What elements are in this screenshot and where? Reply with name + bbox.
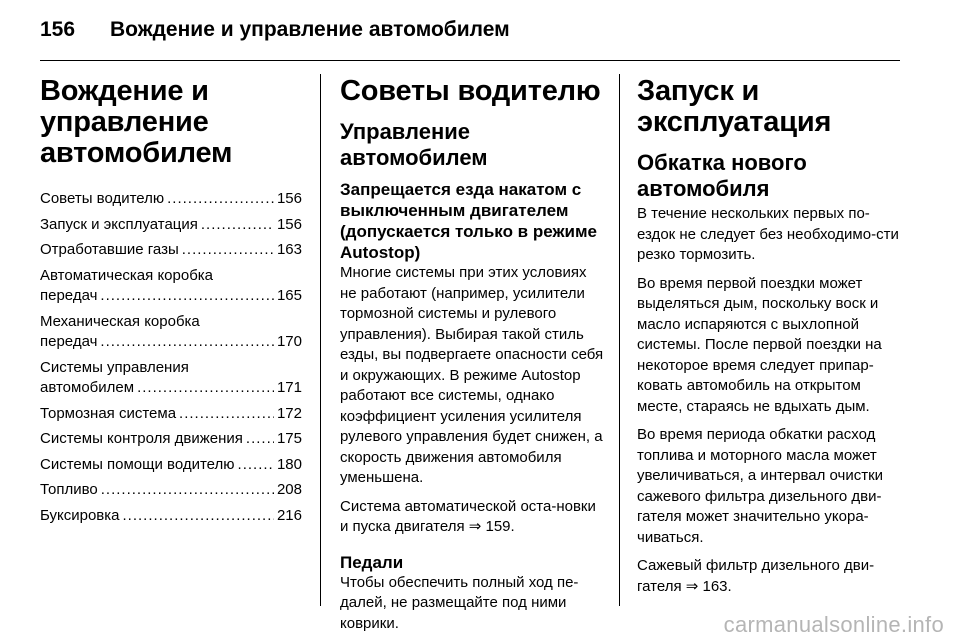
- toc-item[interactable]: [40, 429, 302, 450]
- column-divider-1: [320, 74, 321, 606]
- toc-item-row: [40, 404, 302, 425]
- toc-leader-dots: [100, 286, 274, 307]
- paragraph: В течение нескольких первых по-ездок не следует без необходимо-сти резко тормозить.: [637, 205, 899, 263]
- toc-item-title: Системы контроля движения: [40, 430, 243, 447]
- toc-item[interactable]: [40, 455, 302, 476]
- toc-item[interactable]: [40, 189, 302, 210]
- cross-reference-paragraph: Сажевый фильтр дизельного дви-гателя ⇒ 163.: [637, 557, 875, 595]
- toc-item[interactable]: [40, 506, 302, 527]
- toc-item-page: 163: [276, 241, 302, 258]
- page-header: [40, 14, 920, 46]
- toc-item-title: Буксировка: [40, 506, 120, 524]
- toc-list: [40, 189, 302, 526]
- toc-item-title: передач: [40, 333, 98, 350]
- paragraph: Многие системы при этих условиях не работают (например, усилители тормозной системы и рулевого управления). Выбирая такой стиль езды, вы подвергаете опасности себя и окружающих. В режиме Autostop работают все системы, однако коэффициент усиления усилителя рулевого управления будет снижен, а скорость движения автомобиля уменьшена.: [340, 264, 604, 486]
- toc-item-row: [40, 480, 302, 501]
- header-rule: [40, 60, 900, 61]
- toc-item-row: [40, 429, 302, 450]
- toc-leader-dots: [123, 506, 274, 527]
- page-number: 156: [40, 18, 76, 41]
- toc-item-page: 156: [276, 215, 302, 233]
- paragraph: Во время первой поездки может выделяться дым, поскольку воск и масло испаряются с выхлопной системы. После первой поездки на некоторое время следует припар-ковать автомобиль на открытом месте, стараясь не вдыхать дым.: [637, 274, 882, 415]
- toc-item-title-line1: Механическая коробка: [40, 312, 200, 330]
- toc-leader-dots: [238, 455, 274, 476]
- driving-tips-column: [340, 76, 605, 642]
- subsection-heading: Управление автомобилем: [340, 119, 488, 170]
- toc-item-row: [40, 240, 302, 261]
- cross-reference-paragraph: Система автоматической оста-новки и пуска двигателя ⇒ 159.: [340, 497, 596, 535]
- toc-item-title: Тормозная система: [40, 404, 177, 422]
- toc-item-page: 172: [276, 404, 302, 422]
- toc-item-title: Отработавшие газы: [40, 241, 179, 258]
- subsection-heading: Обкатка нового автомобиля: [637, 150, 807, 201]
- toc-leader-dots: [100, 332, 274, 353]
- toc-leader-dots: [179, 404, 274, 425]
- toc-item-page: 165: [276, 287, 302, 304]
- toc-item-row: [40, 332, 302, 353]
- toc-column: [40, 76, 302, 531]
- toc-item-page: 216: [276, 506, 302, 524]
- toc-leader-dots: [101, 480, 274, 501]
- toc-item[interactable]: [40, 358, 302, 399]
- toc-item[interactable]: [40, 404, 302, 425]
- toc-item-row: [40, 286, 302, 307]
- toc-item-row: [40, 455, 302, 476]
- toc-leader-dots: [182, 240, 274, 261]
- toc-item[interactable]: [40, 266, 302, 307]
- toc-item-title: автомобилем: [40, 379, 135, 396]
- toc-item-row: [40, 215, 302, 236]
- toc-item-title: Советы водителю: [40, 190, 165, 207]
- toc-item-title: Запуск и эксплуатация: [40, 215, 198, 233]
- toc-item-page: 156: [276, 190, 302, 207]
- section-heading: Запуск и эксплуатация: [637, 75, 832, 138]
- toc-item-row: [40, 189, 302, 210]
- toc-item[interactable]: [40, 240, 302, 261]
- toc-item-page: 171: [276, 379, 302, 396]
- header-title: Вождение и управление автомобилем: [110, 18, 510, 41]
- toc-item[interactable]: [40, 480, 302, 501]
- toc-item-title-line1: Системы управления: [40, 358, 189, 376]
- toc-item[interactable]: [40, 312, 302, 353]
- toc-item-title-line1: Автоматическая коробка: [40, 266, 214, 284]
- toc-item[interactable]: [40, 215, 302, 236]
- topic-title-coasting: Запрещается езда накатом с выключенным двигателем (допускается только в режиме Autostop): [340, 180, 598, 262]
- toc-item-page: 170: [276, 333, 302, 350]
- toc-leader-dots: [137, 378, 274, 399]
- toc-item-page: 180: [276, 455, 302, 473]
- paragraph: Во время периода обкатки расход топлива и моторного масла может увеличиваться, а интервал очистки сажевого фильтра дизельного дви-гателя может значительно укора-чиваться.: [637, 426, 884, 546]
- section-heading: Советы водителю: [340, 75, 601, 107]
- toc-heading: Вождение и управление автомобилем: [40, 75, 233, 169]
- topic-title-pedals: Педали: [340, 552, 404, 572]
- toc-item-title: передач: [40, 287, 98, 304]
- toc-leader-dots: [201, 215, 274, 236]
- toc-item-page: 208: [276, 481, 302, 498]
- toc-item-page: 175: [276, 430, 302, 447]
- column-divider-2: [619, 74, 620, 606]
- toc-item-title: Системы помощи водителю: [40, 455, 235, 473]
- watermark: carmanualsonline.info: [723, 612, 944, 637]
- toc-leader-dots: [167, 189, 274, 210]
- toc-leader-dots: [246, 429, 274, 450]
- paragraph: Чтобы обеспечить полный ход пе-далей, не размещайте под ними коврики.: [340, 573, 579, 632]
- starting-operation-column: [637, 76, 903, 605]
- toc-item-row: [40, 506, 302, 527]
- toc-item-row: [40, 378, 302, 399]
- toc-item-title: Топливо: [40, 481, 98, 498]
